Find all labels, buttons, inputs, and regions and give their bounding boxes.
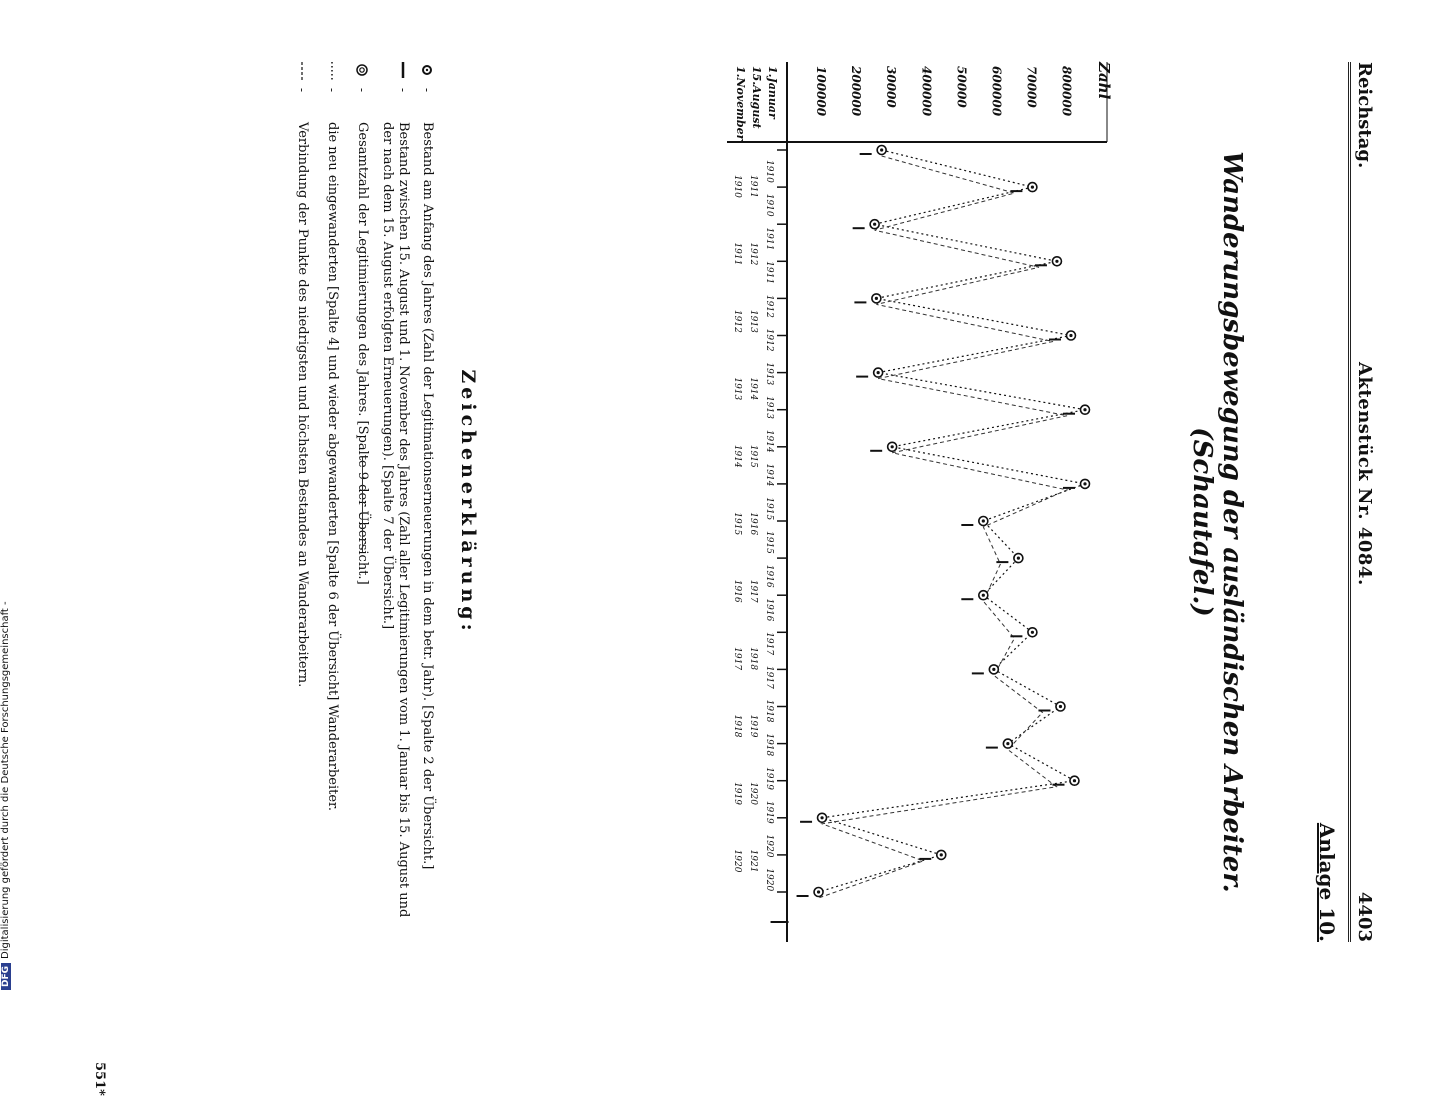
data-point-center — [1073, 779, 1076, 782]
row-label: 15.August — [750, 66, 763, 129]
x-tick-label: 1920 — [732, 849, 742, 873]
x-tick-label: 1914 — [748, 377, 758, 401]
x-tick-label: 1914 — [764, 463, 774, 487]
y-tick-label: 30000 — [884, 66, 899, 108]
x-tick-label: 1918 — [764, 699, 774, 723]
row-label: 1.Januar — [766, 66, 779, 119]
y-axis-label: Zahl — [1095, 62, 1113, 100]
x-tick-label: 1917 — [764, 632, 774, 656]
dashed-line-icon — [294, 62, 310, 108]
y-tick-label: 600000 — [989, 66, 1004, 117]
x-tick-label: 1916 — [748, 512, 758, 536]
header-page-number: 4403 — [1354, 891, 1375, 942]
page-number: 551* — [92, 1062, 107, 1096]
x-tick-label: 1913 — [748, 309, 758, 333]
x-tick-label: 1918 — [732, 714, 742, 738]
series-line — [819, 150, 1085, 892]
x-tick-label: 1919 — [748, 714, 758, 738]
x-tick-label: 1912 — [764, 328, 774, 352]
data-point-center — [1017, 557, 1020, 560]
x-tick-label: 1919 — [732, 782, 742, 805]
dotted-line-icon — [324, 62, 340, 108]
attachment-label: Anlage 10. — [1315, 822, 1339, 942]
solid-line-icon — [395, 62, 411, 108]
x-tick-label: 1912 — [748, 242, 758, 266]
x-tick-label: 1910 — [764, 193, 774, 217]
credit-text: Digitalisierung gefördert durch die Deutsche Forschungsgemeinschaft - — [0, 601, 11, 959]
x-tick-label: 1913 — [764, 396, 774, 419]
double-circle-icon — [354, 62, 370, 108]
x-tick-label: 1917 — [748, 579, 758, 603]
legend-title: Zeichenerklärung: — [457, 369, 479, 635]
data-point-center — [891, 445, 894, 448]
y-tick-label: 100000 — [814, 66, 829, 117]
y-tick-label: 800000 — [1059, 66, 1074, 117]
svg-text:-: - — [325, 88, 339, 93]
x-tick-label: 1916 — [732, 579, 742, 603]
y-tick-label: 200000 — [849, 66, 864, 117]
y-tick-label: 70000 — [1024, 66, 1039, 108]
legend-item-text: Bestand am Anfang des Jahres (Zahl der Legitimationserneuerungen in dem betr. Jahr). [Spalte 2 der Übersicht.] — [420, 122, 435, 870]
data-point-center — [1083, 408, 1086, 411]
x-tick-label: 1911 — [764, 227, 774, 251]
data-point-center — [1031, 631, 1034, 634]
x-tick-label: 1911 — [732, 242, 742, 266]
data-point-center — [1069, 334, 1072, 337]
legend-item-text: Gesamtzahl der Legitimierungen des Jahres. [Spalte 9 der Übersicht.] — [355, 122, 370, 585]
x-tick-label: 1915 — [764, 497, 774, 521]
data-point-center — [880, 148, 883, 151]
data-point-center — [817, 890, 820, 893]
svg-text:-: - — [420, 88, 434, 93]
x-tick-label: 1919 — [764, 800, 774, 824]
data-point-center — [1006, 742, 1009, 745]
line-chart — [475, 62, 1375, 942]
data-point-center — [1031, 186, 1034, 189]
data-point-center — [982, 594, 985, 597]
x-tick-label: 1920 — [764, 868, 774, 892]
row-label: 1.November — [734, 66, 747, 141]
y-tick-label: 50000 — [954, 66, 969, 108]
document-page — [75, 62, 1375, 1096]
circle-dot-icon — [419, 62, 435, 108]
data-point-center — [992, 668, 995, 671]
separator-rule — [362, 457, 363, 552]
x-tick-label: 1920 — [764, 834, 774, 858]
y-tick-label: 400000 — [919, 66, 934, 117]
svg-text:-: - — [295, 88, 309, 93]
x-tick-label: 1917 — [732, 647, 742, 671]
svg-text:-: - — [355, 88, 369, 93]
x-tick-label: 1918 — [748, 647, 758, 671]
svg-text:-: - — [396, 88, 410, 93]
header-institution: Reichstag. — [1354, 62, 1375, 169]
x-tick-label: 1915 — [732, 512, 742, 536]
legend-item-text: Bestand zwischen 15. August und 1. November des Jahres (Zahl aller Legitimierungen vom 1. Januar bis 15. August und der nach dem 15. August erfolgten Erneuerungen). [Spalte 7 der Übersicht.] — [380, 122, 411, 918]
data-point-center — [940, 853, 943, 856]
x-tick-label: 1916 — [764, 598, 774, 622]
legend-item-text: die neu eingewanderten [Spalte 4] und wieder abgewanderten [Spalte 6 der Übersicht] Wanderarbeiter. — [325, 122, 340, 811]
x-tick-label: 1910 — [764, 160, 774, 183]
x-tick-label: 1913 — [764, 362, 774, 386]
x-tick-label: 1917 — [764, 665, 774, 689]
data-point-center — [820, 816, 823, 819]
chart-title: Wanderungsbewegung der ausländischen Arbeiter. (Schautafel.) — [1187, 151, 1247, 893]
x-tick-label: 1911 — [748, 175, 758, 198]
x-tick-label: 1911 — [764, 261, 774, 285]
x-tick-label: 1912 — [764, 294, 774, 318]
x-tick-label: 1912 — [732, 309, 742, 333]
x-tick-label: 1910 — [732, 175, 742, 198]
x-tick-label: 1913 — [732, 377, 742, 401]
data-point-center — [877, 371, 880, 374]
data-point-center — [875, 297, 878, 300]
x-tick-label: 1915 — [748, 444, 758, 468]
data-point-center — [1055, 260, 1058, 263]
digitization-credit — [0, 590, 18, 990]
data-point-center — [1083, 482, 1086, 485]
data-point-center — [1059, 705, 1062, 708]
header-document-number: Aktenstück Nr. 4084. — [1354, 362, 1375, 586]
x-tick-label: 1914 — [764, 429, 774, 453]
data-point-center — [982, 519, 985, 522]
x-tick-label: 1918 — [764, 733, 774, 757]
x-tick-label: 1915 — [764, 531, 774, 554]
legend-item-text: Verbindung der Punkte des niedrigsten und höchsten Bestandes an Wanderarbeitern. — [295, 122, 310, 688]
x-tick-label: 1914 — [732, 444, 742, 468]
x-tick-label: 1921 — [748, 849, 758, 873]
x-tick-label: 1916 — [764, 564, 774, 588]
dfg-logo-icon: DFG — [1, 963, 11, 990]
x-tick-label: 1920 — [748, 782, 758, 805]
data-point-center — [873, 223, 876, 226]
x-tick-label: 1919 — [764, 767, 774, 790]
